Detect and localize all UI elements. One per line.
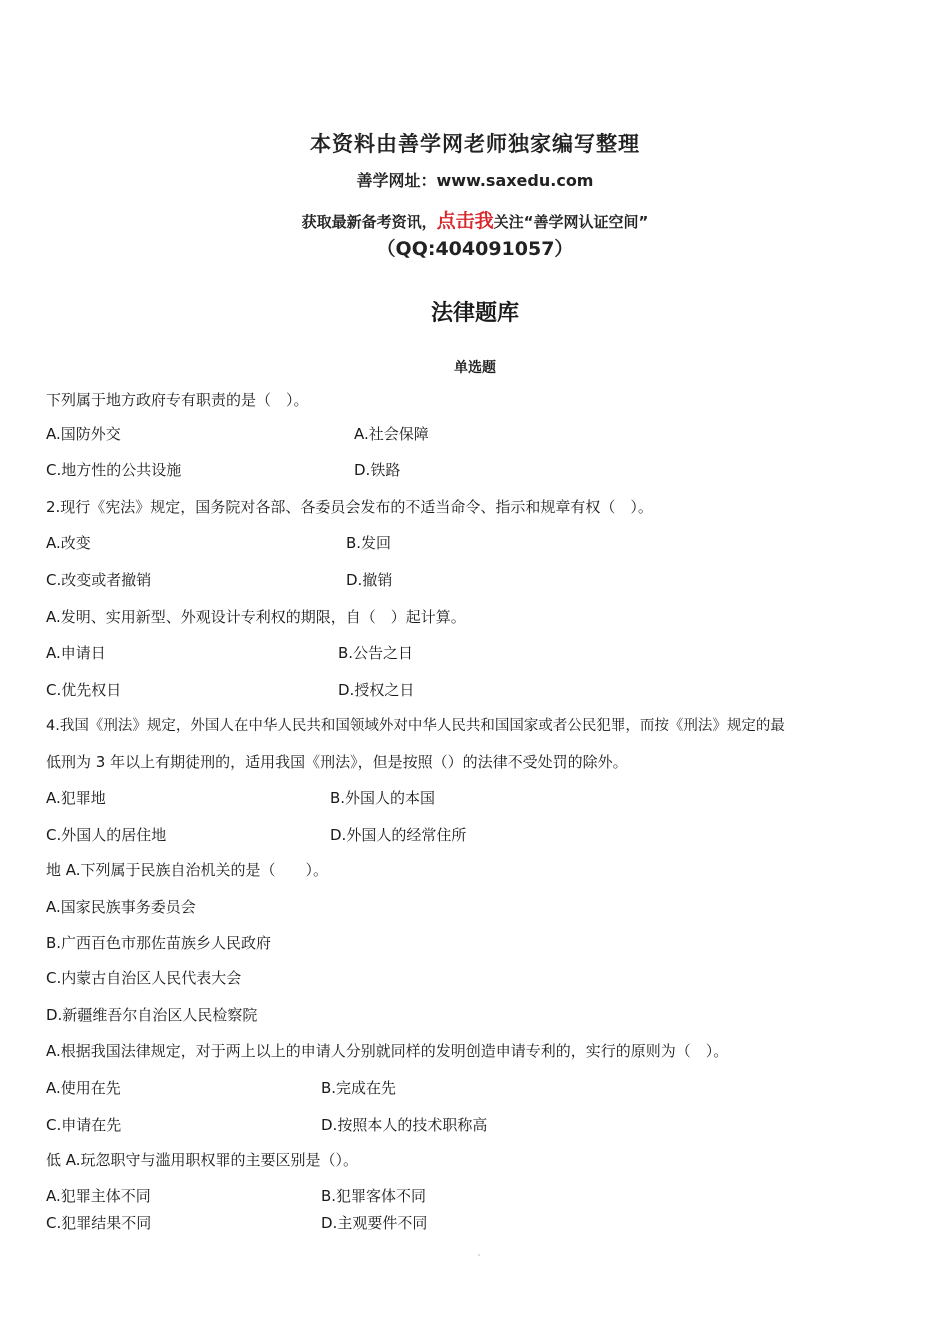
question-stem: 下列属于地方政府专有职责的是（ ）。: [46, 391, 309, 409]
header-qq: （QQ:404091057）: [376, 238, 574, 260]
question-option: A.申请日: [46, 644, 106, 662]
header-promo: [0, 206, 950, 233]
question-option: D.授权之日: [338, 681, 415, 699]
question-option: B.完成在先: [321, 1079, 397, 1097]
question-stem: 4.我国《刑法》规定，外国人在中华人民共和国领域外对中华人民共和国国家或者公民犯罪，而按《刑法》规定的最: [46, 718, 785, 734]
question-option: C.改变或者撤销: [46, 571, 152, 589]
question-option: C.优先权日: [46, 681, 122, 699]
page-title: 法律题库: [430, 301, 519, 326]
header-website[interactable]: 善学网址：www.saxedu.com: [356, 171, 594, 190]
question-option: B.犯罪客体不同: [321, 1187, 427, 1205]
question-option: D.撤销: [346, 571, 393, 589]
question-option: C.申请在先: [46, 1116, 122, 1134]
question-option: A.国家民族事务委员会: [46, 898, 196, 916]
question-option: C.外国人的居住地: [46, 826, 167, 844]
question-option: B.广西百色市那佐苗族乡人民政府: [46, 934, 272, 952]
question-stem: 地 A.下列属于民族自治机关的是（ ）。: [46, 861, 329, 879]
question-option: D.外国人的经常住所: [330, 826, 467, 844]
question-option: A.改变: [46, 534, 91, 552]
question-option: A.犯罪地: [46, 789, 106, 807]
question-option: A.犯罪主体不同: [46, 1187, 151, 1205]
promo-text-after: 关注“善学网认证空间”: [493, 213, 649, 231]
scan-speck: [478, 1254, 480, 1256]
question-option: A.国防外交: [46, 425, 121, 443]
click-me-link[interactable]: 点击我: [436, 210, 494, 232]
question-stem-continued: 低刑为 3 年以上有期徒刑的，适用我国《刑法》，但是按照（）的法律不受处罚的除外。: [46, 753, 628, 771]
question-option: B.发回: [346, 534, 392, 552]
question-stem: 2.现行《宪法》规定，国务院对各部、各委员会发布的不适当命令、指示和规章有权（ ）。: [46, 498, 653, 516]
question-stem: A.发明、实用新型、外观设计专利权的期限，自（ ）起计算。: [46, 608, 466, 626]
question-option: D.铁路: [354, 461, 401, 479]
question-option: C.地方性的公共设施: [46, 461, 182, 479]
promo-text-before: 获取最新备考资讯，: [301, 213, 437, 231]
question-option: C.犯罪结果不同: [46, 1214, 152, 1232]
section-heading: 单选题: [454, 360, 496, 376]
question-option: C.内蒙古自治区人民代表大会: [46, 969, 242, 987]
header-line-1: 本资料由善学网老师独家编写整理: [310, 132, 640, 156]
question-option: D.新疆维吾尔自治区人民检察院: [46, 1006, 258, 1024]
question-option: A.社会保障: [354, 425, 429, 443]
question-option: A.使用在先: [46, 1079, 121, 1097]
question-stem: 低 A.玩忽职守与滥用职权罪的主要区别是（）。: [46, 1151, 359, 1169]
question-option: D.主观要件不同: [321, 1214, 428, 1232]
question-stem: A.根据我国法律规定，对于两上以上的申请人分别就同样的发明创造申请专利的，实行的原则为（ ）。: [46, 1042, 729, 1060]
question-option: B.公告之日: [338, 644, 414, 662]
question-option: D.按照本人的技术职称高: [321, 1116, 488, 1134]
question-option: B.外国人的本国: [330, 789, 436, 807]
